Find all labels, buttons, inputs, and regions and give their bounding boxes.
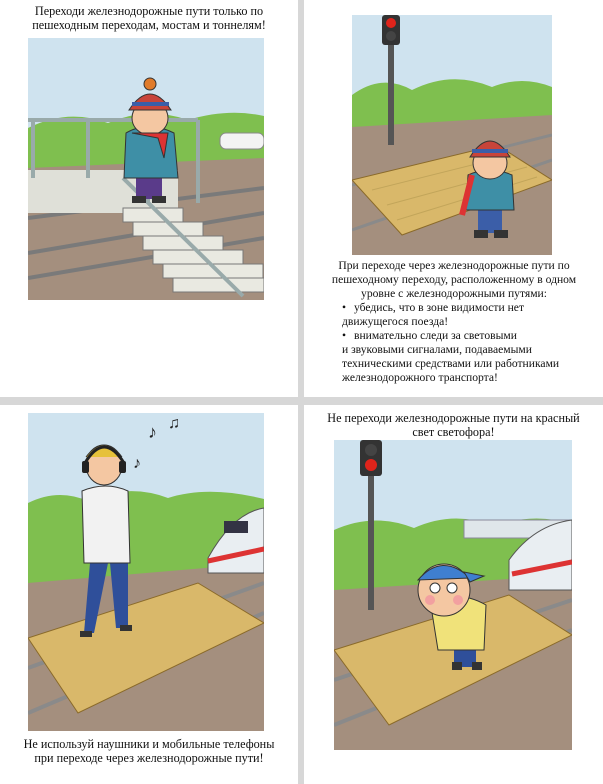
panel-red-light xyxy=(304,405,603,784)
illustration-pedestrian-bridge xyxy=(28,38,264,300)
illustration-red-signal xyxy=(334,440,572,750)
panel-caption: Не переходи железнодорожные пути на красный свет светофора! xyxy=(327,411,580,439)
panel-caption: Не используй наушники и мобильные телефоны при переходе через железнодорожные пути! xyxy=(23,737,275,765)
horizontal-divider xyxy=(0,397,603,405)
svg-text:♫: ♫ xyxy=(168,415,180,432)
panel-caption: Переходи железнодорожные пути только по пешеходным переходам, мостам и тоннелям! xyxy=(32,4,266,32)
bullet-item: • убедись, что в зоне видимости нет xyxy=(342,301,525,314)
svg-text:♪: ♪ xyxy=(133,455,141,472)
panel-stairs-bridge xyxy=(0,0,298,397)
panel-level-crossing xyxy=(304,0,603,397)
illustration-boy-with-headphones xyxy=(28,413,264,731)
panel-headphones xyxy=(0,405,298,784)
svg-text:♪: ♪ xyxy=(148,422,157,442)
bullet-item: • внимательно следи за световыми xyxy=(342,329,517,342)
illustration-level-crossing xyxy=(352,15,552,255)
crossing-instructions: При переходе через железнодорожные пути по пешеходному переходу, расположенному в одном уровне с железнодорожными путями: • убедись, что в зоне видимости нет движущегося поезда! • внимательно следи за световыми и звуковыми сигналами, подаваемыми техническими средствами или работниками железнодорожного транспорта! xyxy=(310,259,598,385)
